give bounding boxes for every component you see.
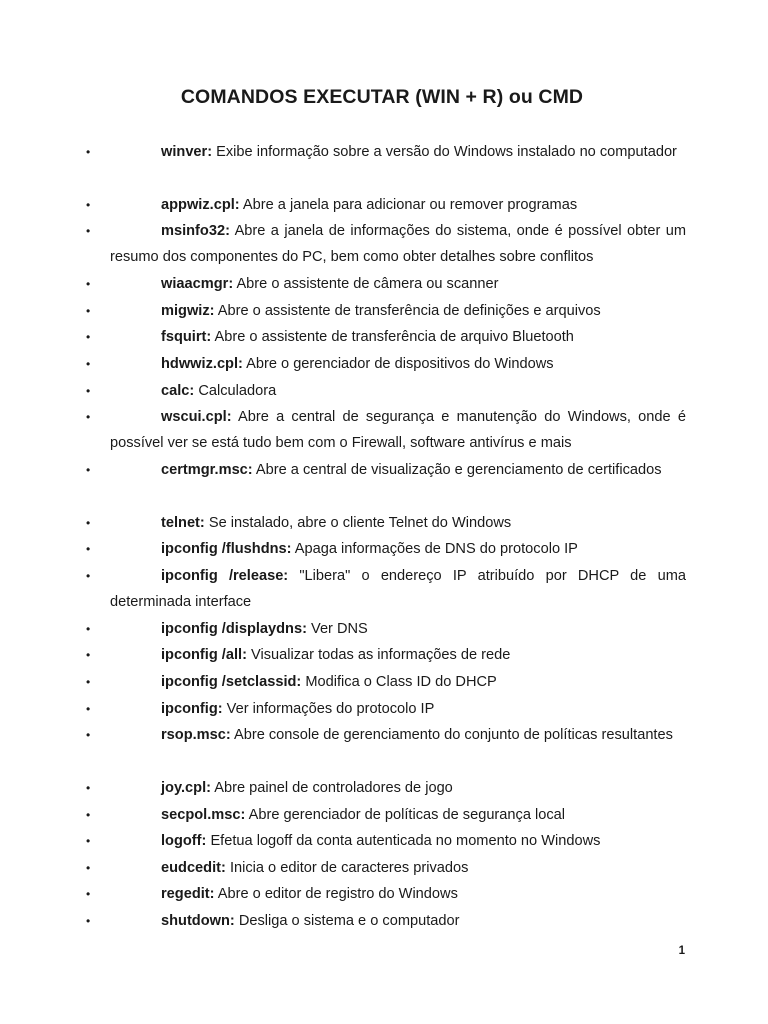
list-item [0,351,768,378]
command-entry [110,908,686,934]
list-item [0,855,768,882]
bullet-icon: • [86,145,91,159]
command-list [0,139,768,934]
command-name: msinfo32: [161,223,230,240]
command-entry [110,775,686,801]
command-entry [110,669,686,695]
list-item [0,271,768,298]
bullet-icon: • [86,621,91,636]
command-entry [110,881,686,907]
command-description: Abre a central de segurança e manutenção do Windows, onde é possível ver se está tudo bem com o Firewall, software antivírus e mais [110,409,687,452]
bullet-icon: • [86,860,91,875]
list-item [0,828,768,855]
command-description: Inicia o editor de caracteres privados [229,859,469,876]
command-description: Ver DNS [311,620,368,637]
list-item [0,378,768,405]
command-description: Modifica o Class ID do DHCP [305,673,497,690]
list-item [0,536,768,563]
command-description: Abre o assistente de transferência de arquivo Bluetooth [214,329,574,346]
bullet-icon: • [86,515,91,530]
command-name: rsop.msc: [161,727,231,744]
command-description: Efetua logoff da conta autenticada no momento no Windows [210,833,601,850]
list-item [0,669,768,696]
command-description: Abre console de gerenciamento do conjunto de políticas resultantes [234,727,673,744]
bullet-icon: • [86,807,91,822]
bullet-icon: • [86,913,91,928]
list-item [0,775,768,802]
command-name: ipconfig /setclassid: [161,673,302,690]
bullet-icon: • [86,410,91,425]
command-entry [110,696,686,722]
command-name: ipconfig /release: [161,567,289,584]
bullet-icon: • [86,224,91,239]
command-description: Apaga informações de DNS do protocolo IP [294,541,578,558]
list-item [0,404,768,456]
list-item [0,642,768,669]
command-name: eudcedit: [161,859,226,876]
bullet-icon: • [86,462,91,477]
bullet-icon: • [86,383,91,398]
command-description: Abre o gerenciador de dispositivos do Windows [246,355,554,372]
command-entry [110,351,686,377]
command-name: ipconfig /displaydns: [161,620,307,637]
command-name: hdwwiz.cpl: [161,355,243,372]
command-entry [110,378,686,404]
command-name: wscui.cpl: [161,409,232,426]
list-item [0,563,768,615]
command-description: Se instalado, abre o cliente Telnet do Windows [208,514,512,531]
list-item [0,881,768,908]
document-title: COMANDOS EXECUTAR (WIN + R) ou CMD [180,86,584,108]
list-item [0,324,768,351]
command-entry [110,192,686,218]
bullet-icon: • [86,887,91,902]
command-name: winver: [161,144,213,160]
page-number: 1 [678,945,685,957]
command-entry [110,404,686,456]
command-description: Desliga o sistema e o computador [238,912,460,929]
bullet-icon: • [86,197,91,212]
bullet-icon: • [86,834,91,849]
bullet-icon: • [86,356,91,371]
list-item [0,722,768,774]
command-name: joy.cpl: [161,779,212,796]
command-name: telnet: [161,514,205,531]
command-description: Abre o editor de registro do Windows [217,886,458,903]
list-item [0,218,768,270]
command-description: "Libera" o endereço IP atribuído por DHCP de uma determinada interface [110,567,686,610]
command-entry [110,642,686,668]
command-description: Abre painel de controladores de jogo [214,779,453,796]
bullet-icon: • [86,303,91,318]
command-name: logoff: [161,833,207,850]
command-name: calc: [161,382,195,399]
command-name: ipconfig /flushdns: [161,541,292,558]
command-entry [110,271,686,297]
list-item [0,298,768,325]
command-entry [110,563,686,615]
command-entry [110,298,686,324]
command-description: Calculadora [198,382,277,399]
command-name: appwiz.cpl: [161,196,240,213]
command-description: Abre o assistente de transferência de definições e arquivos [217,302,601,319]
bullet-icon: • [86,780,91,795]
command-entry [110,828,686,854]
bullet-icon: • [86,277,91,292]
command-entry [110,510,686,536]
command-description: Abre a janela de informações do sistema, onde é possível obter um resumo dos componentes do PC, bem como obter detalhes sobre conflitos [110,223,687,266]
command-description: Ver informações do protocolo IP [226,700,435,717]
bullet-icon: • [86,568,91,583]
command-description: Abre o assistente de câmera ou scanner [236,276,499,293]
command-entry [110,457,686,483]
command-entry [110,722,686,748]
command-name: regedit: [161,886,215,903]
bullet-icon: • [86,701,91,716]
list-item [0,696,768,723]
command-name: migwiz: [161,302,215,319]
command-description: Abre a janela para adicionar ou remover programas [242,196,578,213]
bullet-icon: • [86,330,91,345]
command-description: Exibe informação sobre a versão do Windows instalado no computador [216,144,677,160]
list-item [0,139,768,191]
command-name: shutdown: [161,912,235,929]
command-description: Visualizar todas as informações de rede [251,647,511,664]
list-item [0,908,768,935]
bullet-icon: • [86,728,91,743]
command-entry [110,616,686,642]
command-entry [110,139,686,165]
bullet-icon: • [86,648,91,663]
command-entry [110,802,686,828]
command-entry [110,324,686,350]
list-item [0,510,768,537]
list-item [0,802,768,829]
command-name: ipconfig /all: [161,647,247,664]
command-entry [110,536,686,562]
bullet-icon: • [86,674,91,689]
command-description: Abre gerenciador de políticas de segurança local [248,806,566,823]
command-name: certmgr.msc: [161,461,253,478]
bullet-icon: • [86,542,91,557]
command-name: secpol.msc: [161,806,246,823]
list-item [0,192,768,219]
command-name: wiaacmgr: [161,276,234,293]
list-item [0,457,768,509]
list-item [0,616,768,643]
command-name: fsquirt: [161,329,212,346]
command-description: Abre a central de visualização e gerenciamento de certificados [255,461,662,478]
command-entry [110,855,686,881]
command-entry [110,218,686,270]
command-name: ipconfig: [161,700,223,717]
